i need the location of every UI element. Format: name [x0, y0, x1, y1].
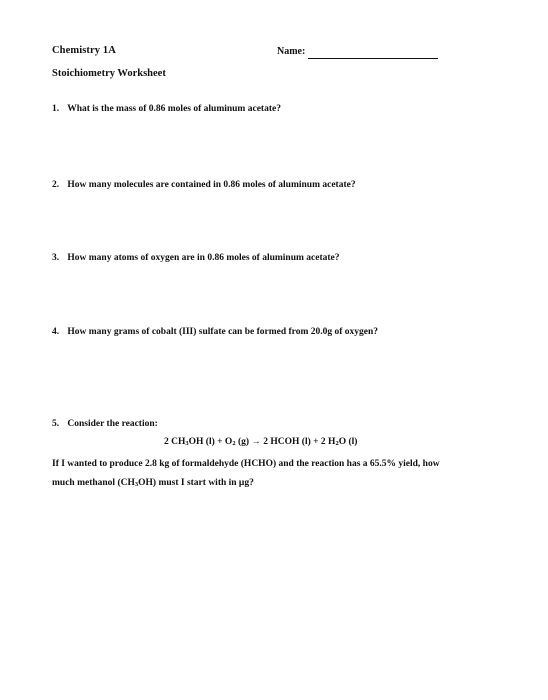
reaction-equation	[164, 437, 357, 447]
equation-part: OH (l) + O	[188, 437, 233, 447]
question-5-text-line-1: If I wanted to produce 2.8 kg of formaldehyde (HCHO) and the reaction has a 65.5% yield, how	[52, 459, 440, 469]
paragraph-subscript: 3	[134, 481, 139, 488]
worksheet-title: Stoichiometry Worksheet	[52, 68, 166, 79]
question-text: How many grams of cobalt (III) sulfate can be formed from 20.0g of oxygen?	[67, 327, 379, 337]
course-title: Chemistry 1A	[52, 45, 116, 56]
question-3	[52, 253, 340, 263]
paragraph-part: OH) must I start with in μg?	[138, 478, 254, 488]
question-1	[52, 104, 281, 114]
paragraph-part: much methanol (CH	[52, 478, 135, 488]
equation-part: O (l)	[338, 437, 358, 447]
equation-subscript: 3	[185, 440, 189, 447]
equation-subscript: 2	[335, 440, 339, 447]
question-2	[52, 180, 356, 190]
question-4	[52, 327, 378, 337]
question-text: What is the mass of 0.86 moles of aluminum acetate?	[67, 104, 281, 114]
equation-subscript: 2	[232, 440, 236, 447]
question-text: How many atoms of oxygen are in 0.86 moles of aluminum acetate?	[67, 253, 340, 263]
question-number: 2.	[52, 180, 60, 190]
question-number: 5.	[52, 419, 60, 429]
question-text: How many molecules are contained in 0.86 moles of aluminum acetate?	[67, 180, 356, 190]
question-5	[52, 419, 158, 429]
question-number: 4.	[52, 327, 60, 337]
question-number: 3.	[52, 253, 60, 263]
question-5-text-line-2	[52, 478, 254, 488]
name-blank-line	[308, 58, 438, 59]
name-label: Name:	[277, 46, 306, 57]
question-text: Consider the reaction:	[67, 419, 158, 429]
equation-part: (g) → 2 HCOH (l) + 2 H	[235, 437, 336, 447]
equation-part: 2 CH	[164, 437, 186, 447]
question-number: 1.	[52, 104, 60, 114]
